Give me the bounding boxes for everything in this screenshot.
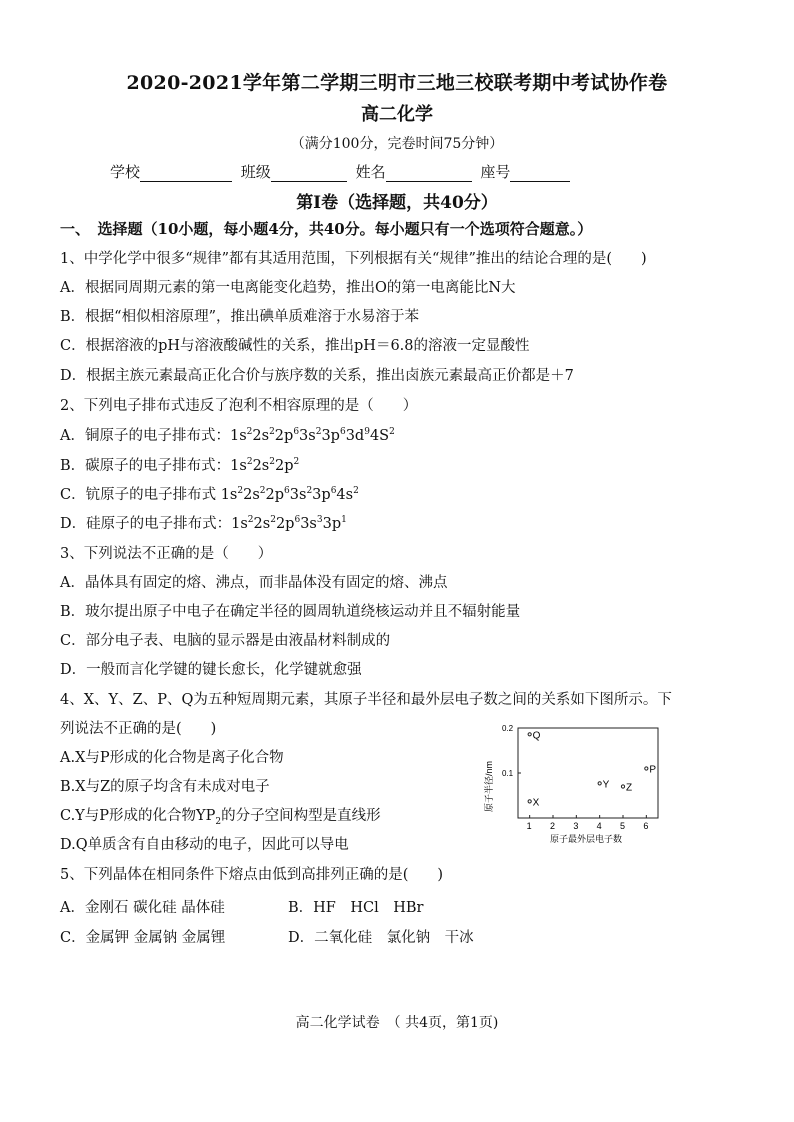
- page-footer: 高二化学试卷 （ 共4页，第1页): [295, 1015, 499, 1031]
- y-tick-label: 0.2: [502, 724, 514, 733]
- q2-option-a: A．铜原子的电子排布式：$1s^22s^22p^63s^23p^63d^94S^2$: [60, 427, 395, 444]
- name-label: 姓名: [355, 163, 386, 181]
- section-heading: 一、 选择题（10小题，每小题4分，共40分。每小题只有一个选项符合题意。）: [60, 220, 593, 238]
- x-tick-label: 3: [573, 821, 579, 831]
- class-label: 班级: [240, 163, 271, 181]
- q4-stem-line2: 列说法不正确的是( ): [60, 721, 217, 737]
- q1-option-a: A．根据同周期元素的第一电离能变化趋势，推出O的第一电离能比N大: [60, 280, 516, 296]
- x-tick-label: 6: [643, 821, 649, 831]
- point-label-p: P: [649, 764, 657, 776]
- x-axis-label: 原子最外层电子数: [550, 834, 623, 844]
- seat-label: 座号: [480, 163, 511, 181]
- q2-option-d: D．硅原子的电子排布式：$1s^22s^22p^63s^33p^1$: [60, 515, 347, 532]
- point-x: [528, 800, 531, 803]
- q4-option-b: B.X与Z的原子均含有未成对电子: [60, 779, 270, 795]
- q3-option-c: C．部分电子表、电脑的显示器是由液晶材料制成的: [60, 633, 391, 649]
- exam-subtitle: 高二化学: [361, 104, 433, 125]
- seat-field[interactable]: [510, 165, 570, 182]
- student-info-line: [110, 161, 574, 182]
- class-field[interactable]: [271, 165, 347, 182]
- q5-option-b: B．HF HCl HBr: [288, 900, 424, 916]
- name-field[interactable]: [386, 165, 472, 182]
- q5-option-c: C．金属钾 金属钠 金属锂: [60, 930, 226, 946]
- q3-option-b: B．玻尔提出原子中电子在确定半径的圆周轨道绕核运动并且不辐射能量: [60, 604, 521, 620]
- q1-option-b: B．根据“相似相溶原理”，推出碘单质难溶于水易溶于苯: [60, 309, 419, 325]
- q2-a-config: $1s^22s^22p^63s^23p^63d^94S^2$: [229, 427, 395, 444]
- q1-option-d: D．根据主族元素最高正化合价与族序数的关系，推出卤族元素最高正价都是＋7: [60, 368, 574, 384]
- q4-option-c: C.Y与P形成的化合物$YP_2$的分子空间构型是直线形: [60, 808, 381, 827]
- q4-stem-line1: 4、X、Y、Z、P、Q为五种短周期元素，其原子半径和最外层电子数之间的关系如下图所示。下: [60, 692, 672, 708]
- school-field[interactable]: [140, 165, 232, 182]
- q2-stem: 2、下列电子排布式违反了泡利不相容原理的是（ ）: [60, 398, 418, 414]
- point-label-z: Z: [626, 782, 633, 794]
- x-tick-label: 1: [526, 821, 532, 831]
- point-z: [621, 785, 624, 788]
- x-tick-label: 2: [550, 821, 556, 831]
- q4-option-a: A.X与P形成的化合物是离子化合物: [60, 750, 284, 766]
- q5-stem: 5、下列晶体在相同条件下熔点由低到高排列正确的是( ): [60, 867, 444, 883]
- y-axis-label: 原子半径/nm: [484, 760, 494, 812]
- q4-option-d: D.Q单质含有自由移动的电子，因此可以导电: [60, 837, 349, 853]
- q2-option-c: C．钪原子的电子排布式 $1s^22s^22p^63s^23p^64s^2$: [60, 486, 359, 503]
- q2-d-config: $1s^22s^22p^63s^33p^1$: [231, 515, 347, 532]
- point-p: [645, 767, 648, 770]
- point-y: [598, 782, 601, 785]
- point-label-y: Y: [602, 779, 610, 791]
- q1-stem: 1、中学化学中很多“规律”都有其适用范围，下列根据有关“规律”推出的结论合理的是( ): [60, 251, 647, 267]
- q2-b-config: $1s^22s^22p^2$: [230, 457, 300, 474]
- q5-option-d: D．二氧化硅 氯化钠 干冰: [288, 930, 474, 946]
- q5-option-a: A．金刚石 碳化硅 晶体硅: [60, 900, 225, 916]
- exam-note: （满分100分，完卷时间75分钟）: [290, 136, 504, 152]
- school-label: 学校: [110, 163, 141, 181]
- q3-stem: 3、下列说法不正确的是（ ）: [60, 546, 273, 562]
- x-tick-label: 5: [620, 821, 626, 831]
- point-q: [528, 733, 531, 736]
- x-tick-label: 4: [596, 821, 602, 831]
- q3-option-a: A．晶体具有固定的熔、沸点，而非晶体没有固定的熔、沸点: [60, 575, 448, 591]
- q2-c-config: $1s^22s^22p^63s^23p^64s^2$: [216, 486, 359, 503]
- exam-title: 2020-2021学年第二学期三明市三地三校联考期中考试协作卷: [126, 72, 668, 94]
- point-label-q: Q: [532, 730, 541, 742]
- q3-option-d: D．一般而言化学键的键长愈长，化学键就愈强: [60, 662, 362, 678]
- part-title: 第Ⅰ卷（选择题，共40分）: [296, 193, 498, 213]
- y-tick-label: 0.1: [502, 769, 514, 778]
- q4-scatter-chart: [480, 722, 670, 852]
- point-label-x: X: [532, 797, 540, 809]
- q1-option-c: C．根据溶液的pH与溶液酸碱性的关系，推出pH＝6.8的溶液一定显酸性: [60, 338, 530, 354]
- q2-option-b: B．碳原子的电子排布式：$1s^22s^22p^2$: [60, 457, 300, 474]
